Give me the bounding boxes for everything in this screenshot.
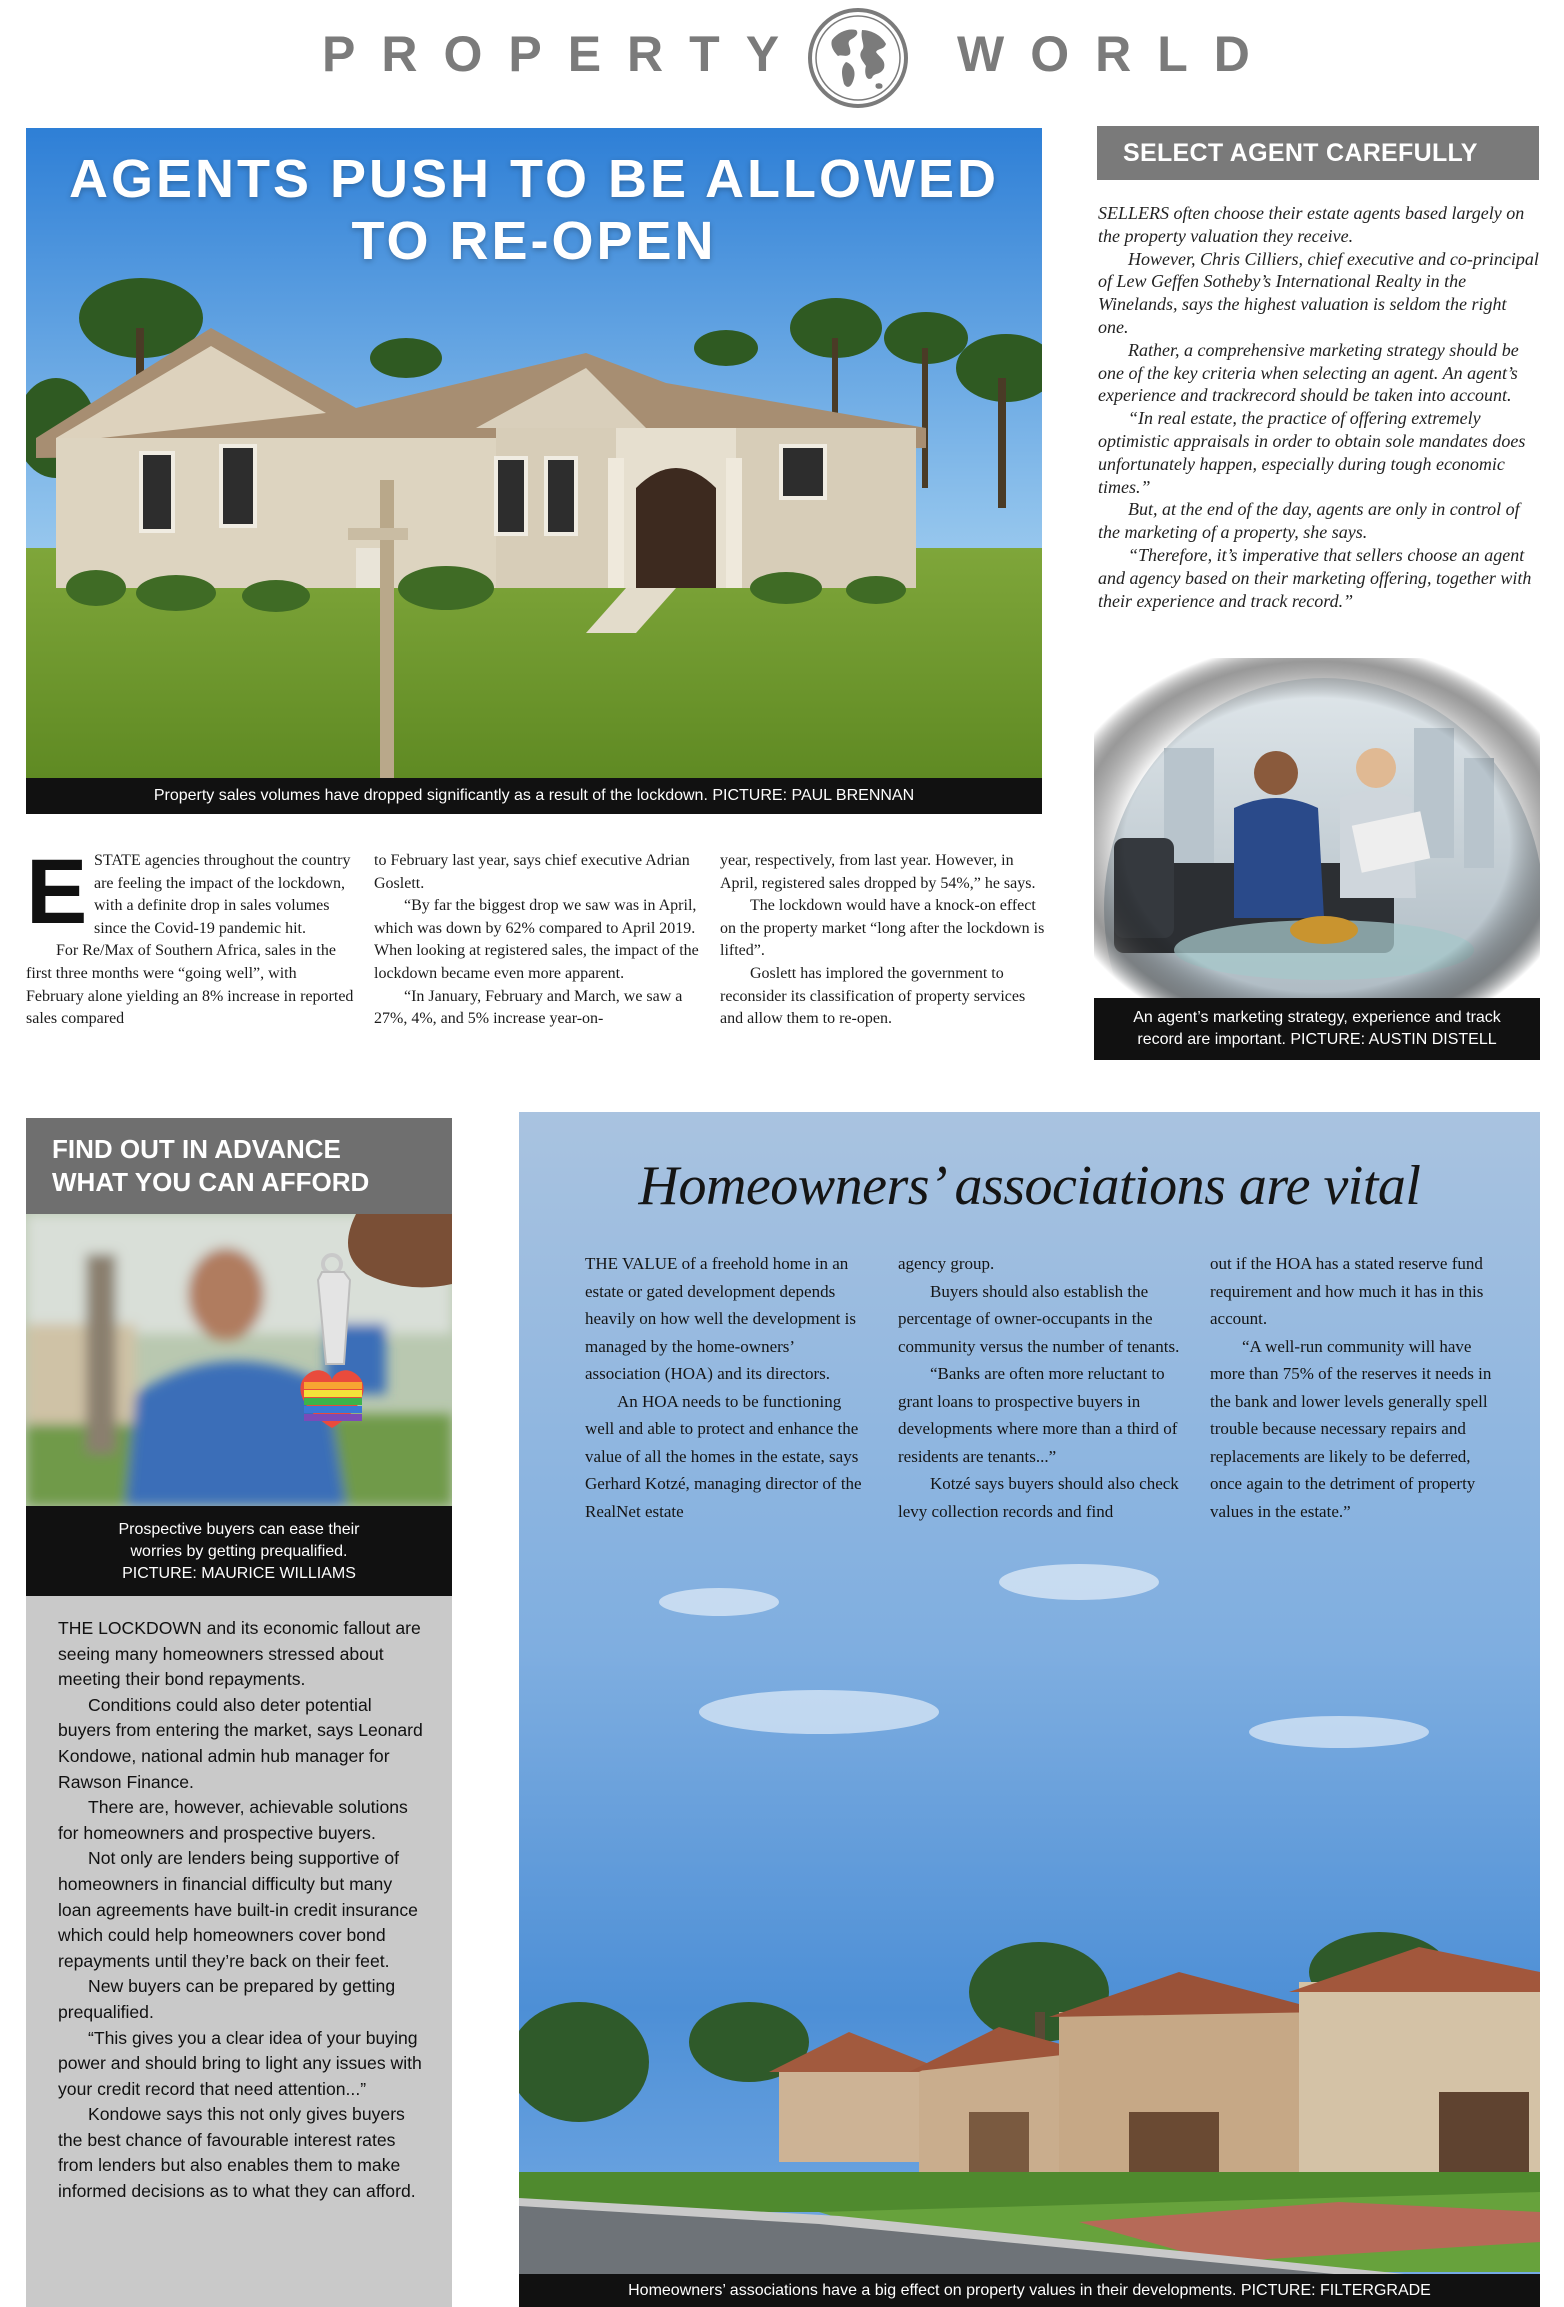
masthead-word-property: PROPERTY: [322, 26, 806, 82]
agents-photo: [1094, 658, 1540, 998]
keys-photo-illustration: [26, 1214, 452, 1506]
hoa-paragraph: “Banks are often more reluctant to grant loans to prospective buyers in developments where more than a third of residents are tenants...”: [898, 1364, 1178, 1466]
sidebar-paragraph: Rather, a comprehensive marketing strategy should be one of the key criteria when selecting an agent. An agent’s experience and trackrecord should be taken into account.: [1098, 339, 1519, 406]
hoa-article: [519, 1112, 1540, 2307]
afford-paragraph: New buyers can be prepared by getting prequalified.: [58, 1976, 396, 2022]
lead-paragraph: STATE agencies throughout the country are feeling the impact of the lockdown, with a definite drop in sales volumes since the Covid-19 pandemic hit.: [94, 852, 351, 937]
lead-headline-line1: AGENTS PUSH TO BE ALLOWED: [68, 149, 1000, 209]
afford-article: [26, 1596, 452, 2307]
afford-paragraph: THE LOCKDOWN and its economic fallout are seeing many homeowners stressed about meeting their bond repayments.: [58, 1618, 421, 1690]
hoa-paragraph: Buyers should also establish the percentage of owner-occupants in the community versus the number of tenants.: [898, 1281, 1180, 1356]
keys-photo-caption: [26, 1506, 452, 1596]
sidebar-paragraph: However, Chris Cilliers, chief executive and co-principal of Lew Geffen Sotheby’s International Realty in the Winelands, says the highest valuation is seldom the right one.: [1098, 248, 1539, 337]
lead-column-1: [26, 841, 356, 1031]
agents-photo-caption: [1094, 998, 1540, 1060]
lead-paragraph: The lockdown would have a knock-on effect on the property market “long after the lockdown is lifted”.: [720, 897, 1045, 960]
keys-photo: [26, 1214, 452, 1506]
lead-paragraph: “In January, February and March, we saw a 27%, 4%, and 5% increase year-on-: [374, 987, 683, 1028]
lead-paragraph: “By far the biggest drop we saw was in April, which was down by 62% compared to April 2019. When looking at registered sales, the impact of the lockdown became even more apparent.: [374, 897, 699, 982]
masthead-word-world: WORLD: [957, 26, 1276, 82]
afford-heading: [26, 1118, 452, 1214]
hoa-paragraph: THE VALUE of a freehold home in an estate or gated development depends heavily on how well the development is managed by the home-owners’ association (HOA) and its directors.: [585, 1254, 856, 1383]
sidebar-article: [1098, 202, 1540, 612]
hoa-column-2: [898, 1250, 1183, 1525]
globe-icon: [806, 6, 910, 110]
hoa-column-3: [1210, 1250, 1495, 1525]
hoa-paragraph: “A well-run community will have more than 75% of the reserves it needs in the bank and lower levels generally spell trouble because necessary repairs and replacements are likely to be deferred, once again to the detriment of property values in the estate.”: [1210, 1336, 1492, 1521]
sidebar-paragraph: “In real estate, the practice of offering extremely optimistic appraisals in order to obtain sole mandates does unfortunately happen, especially during tough economic times.”: [1098, 408, 1526, 497]
masthead: [0, 0, 1564, 118]
sidebar-heading: SELECT AGENT CAREFULLY: [1097, 126, 1539, 180]
hoa-headline: Homeowners’ associations are vital: [638, 1155, 1421, 1217]
lead-column-2: [374, 850, 704, 1031]
afford-heading-line2: WHAT YOU CAN AFFORD: [52, 1167, 370, 1197]
sidebar-paragraph: SELLERS often choose their estate agents based largely on the property valuation they receive.: [1098, 203, 1525, 246]
hoa-paragraph: out if the HOA has a stated reserve fund requirement and how much it has in this account.: [1210, 1254, 1484, 1328]
lead-headline-line2: TO RE-OPEN: [351, 211, 717, 271]
afford-paragraph: Not only are lenders being supportive of homeowners in financial difficulty but many loan agreements have built-in credit insurance which could help homeowners cover bond repayments until they’re back on their feet.: [58, 1848, 418, 1971]
lead-paragraph: For Re/Max of Southern Africa, sales in the first three months were “going well”, with February alone yielding an 8% increase in reported sales compared: [26, 942, 354, 1028]
afford-paragraph: There are, however, achievable solutions for homeowners and prospective buyers.: [58, 1797, 408, 1843]
agents-photo-illustration: [1094, 658, 1540, 998]
lead-paragraph: to February last year, says chief executive Adrian Goslett.: [374, 852, 690, 892]
drop-cap: E: [26, 841, 88, 943]
hoa-paragraph: agency group.: [898, 1254, 995, 1273]
afford-paragraph: Conditions could also deter potential buyers from entering the market, says Leonard Kondowe, national admin hub manager for Rawson Finance.: [58, 1694, 423, 1792]
keys-photo-caption-line3: PICTURE: MAURICE WILLIAMS: [122, 1565, 356, 1582]
lead-paragraph: Goslett has implored the government to reconsider its classification of property services and allow them to re-open.: [720, 964, 1026, 1028]
keys-photo-caption-line1: Prospective buyers can ease their: [118, 1521, 360, 1538]
agents-photo-caption-line2: record are important. PICTURE: AUSTIN DISTELL: [1137, 1031, 1497, 1048]
afford-heading-line1: FIND OUT IN ADVANCE: [52, 1134, 341, 1164]
lead-paragraph: year, respectively, from last year. However, in April, registered sales dropped by 54%,” he says.: [720, 852, 1036, 892]
sidebar-paragraph: “Therefore, it’s imperative that sellers choose an agent and agency based on their marketing offering, together with their experience and track record.”: [1098, 544, 1532, 611]
lead-photo-caption: Property sales volumes have dropped significantly as a result of the lockdown. PICTURE: PAUL BRENNAN: [26, 778, 1042, 814]
hoa-paragraph: An HOA needs to be functioning well and able to protect and enhance the value of all the homes in the estate, says Gerhard Kotzé, managing director of the RealNet estate: [585, 1391, 862, 1521]
estate-photo-caption: Homeowners’ associations have a big effect on property values in their developments. PICTURE: FILTERGRADE: [519, 2274, 1540, 2307]
agents-photo-caption-line1: An agent’s marketing strategy, experience and track: [1133, 1009, 1501, 1026]
afford-paragraph: Kondowe says this not only gives buyers the best chance of favourable interest rates from lenders but also enables them to make informed decisions as to what they can afford.: [58, 2104, 416, 2202]
lead-column-3: [720, 850, 1050, 1031]
lead-photo: [26, 128, 1042, 778]
hoa-paragraph: Kotzé says buyers should also check levy collection records and find: [898, 1474, 1179, 1521]
hoa-column-1: [585, 1250, 870, 1525]
afford-paragraph: “This gives you a clear idea of your buying power and should bring to light any issues with your credit record that need attention...”: [58, 2027, 422, 2099]
lead-headline: [26, 148, 1042, 272]
sidebar-paragraph: But, at the end of the day, agents are only in control of the marketing of a property, she says.: [1098, 499, 1520, 543]
keys-photo-caption-line2: worries by getting prequalified.: [130, 1543, 348, 1560]
